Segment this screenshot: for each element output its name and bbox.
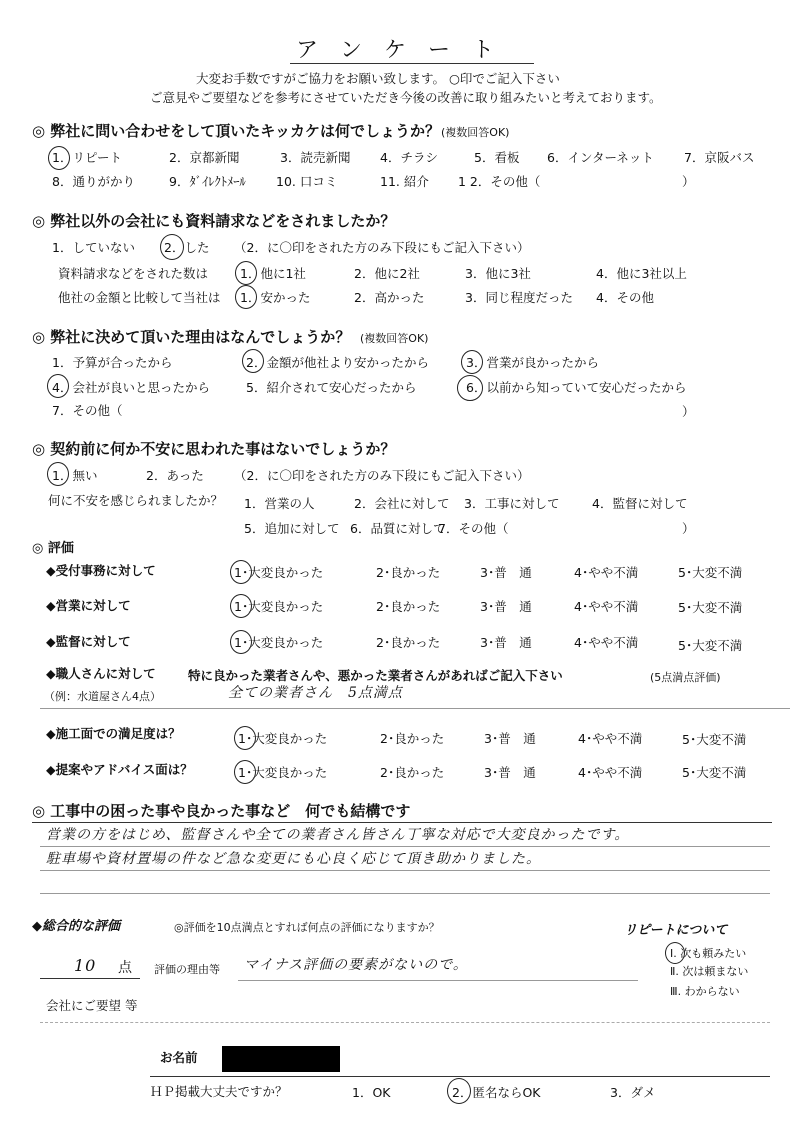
- answer-circle: [235, 261, 257, 285]
- overall-prompt: ◎評価を10点満点とすれば何点の評価になりますか？: [174, 921, 440, 934]
- eval-r4-s2[interactable]: 2･良かった: [380, 731, 445, 746]
- q1-opt-7[interactable]: 7．京阪バス: [684, 150, 755, 165]
- answer-circle: [230, 560, 252, 584]
- answer-circle: [230, 594, 252, 618]
- name-redaction: [222, 1046, 340, 1072]
- overall-heading: ◆総合的な評価: [32, 919, 120, 934]
- q1-opt-8[interactable]: 8．通りがかり: [52, 174, 135, 189]
- hp-opt-1[interactable]: 1．OK: [352, 1085, 391, 1100]
- q1-note: (複数回答OK): [441, 126, 510, 139]
- eval-item-reception: ◆受付事務に対して: [46, 563, 156, 578]
- answer-circle: [47, 374, 69, 398]
- q1-opt-11[interactable]: 11. 紹介: [380, 174, 429, 189]
- q4-sub-opt-2[interactable]: 2．会社に対して: [354, 496, 450, 511]
- eval-r5-s2[interactable]: 2･良かった: [380, 765, 445, 780]
- comments-heading: ◎ 工事中の困った事や良かった事など 何でも結構です: [32, 802, 411, 820]
- q1-opt-10[interactable]: 10. 口コミ: [276, 174, 338, 189]
- q4-heading: ◎ 契約前に何か不安に思われた事はないでしょうか？: [32, 440, 396, 458]
- eval-r5-s5[interactable]: 5･大変不満: [682, 765, 747, 780]
- reason-line: [238, 980, 638, 981]
- answer-circle: [47, 462, 69, 486]
- comment-rule: [40, 846, 770, 847]
- repeat-opt-3[interactable]: Ⅲ. わからない: [670, 985, 740, 998]
- q2-a-opt-3[interactable]: 3．他に3社: [465, 266, 531, 281]
- q4-sub-opt-4[interactable]: 4．監督に対して: [592, 496, 688, 511]
- name-label: お名前: [160, 1050, 198, 1065]
- score-line: [40, 978, 140, 979]
- eval-r3-s1[interactable]: 1･大変良かった: [234, 635, 324, 650]
- q2-a-opt-2[interactable]: 2．他に2社: [354, 266, 420, 281]
- intro-line-1: 大変お手数ですがご協力をお願い致します。 ○印でご記入下さい: [196, 71, 560, 86]
- q2-b-opt-2[interactable]: 2．高かった: [354, 290, 425, 305]
- eval-r5-s1[interactable]: 1･大変良かった: [238, 765, 328, 780]
- q4-sub-opt-7[interactable]: 7．その他（: [438, 521, 509, 536]
- answer-circle: [234, 726, 256, 750]
- answer-circle: [235, 285, 257, 309]
- q4-opt-1[interactable]: 1．無い: [52, 468, 98, 483]
- q1-opt-4[interactable]: 4．チラシ: [380, 150, 438, 165]
- comment-line-2[interactable]: 駐車場や資材置場の件など急な変更にも心良く応じて頂き助かりました。: [46, 851, 541, 867]
- comment-line-1[interactable]: 営業の方をはじめ、監督さんや全ての業者さん皆さん丁寧な対応で大変良かったです。: [46, 827, 630, 843]
- name-line: [150, 1076, 770, 1077]
- q2-label-a: 資料請求などをされた数は: [58, 266, 209, 281]
- eval-r2-s3[interactable]: 3･普 通: [480, 599, 532, 614]
- title-underline: [290, 63, 534, 64]
- q3-opt-6[interactable]: 6．以前から知っていて安心だったから: [466, 380, 687, 395]
- q4-sub-opt-1[interactable]: 1．営業の人: [244, 496, 315, 511]
- answer-circle: [665, 942, 685, 964]
- craft-answer[interactable]: 全ての業者さん 5点満点: [228, 685, 403, 701]
- q1-opt-2[interactable]: 2．京都新聞: [169, 150, 240, 165]
- answer-circle: [234, 760, 256, 784]
- q4-sub-opt-5[interactable]: 5．追加に対して: [244, 521, 340, 536]
- q4-opt-2[interactable]: 2．あった: [146, 468, 204, 483]
- repeat-opt-2[interactable]: Ⅱ. 次は頼まない: [670, 965, 749, 978]
- q1-opt-12[interactable]: 1 2．その他（: [458, 174, 541, 189]
- q2-b-opt-3[interactable]: 3．同じ程度だった: [465, 290, 573, 305]
- eval-r2-s4[interactable]: 4･やや不満: [574, 599, 639, 614]
- eval-item-sales: ◆営業に対して: [46, 598, 131, 613]
- q2-b-opt-1[interactable]: 1．安かった: [240, 290, 311, 305]
- answer-circle: [457, 375, 483, 401]
- eval-item-supervisor: ◆監督に対して: [46, 634, 131, 649]
- eval-r1-s3[interactable]: 3･普 通: [480, 565, 532, 580]
- craft-prompt: 特に良かった業者さんや、悪かった業者さんがあればご記入下さい: [188, 668, 563, 683]
- hp-question: ＨＰ掲載大丈夫ですか？: [150, 1084, 288, 1099]
- reason-text[interactable]: マイナス評価の要素がないので。: [244, 957, 468, 973]
- reason-label: 評価の理由等: [154, 963, 220, 976]
- page-title: ア ン ケ ー ト: [296, 38, 495, 63]
- answer-circle: [48, 146, 70, 170]
- q2-heading: ◎ 弊社以外の会社にも資料請求などをされましたか？: [32, 212, 396, 230]
- eval-r1-s1[interactable]: 1･大変良かった: [234, 565, 324, 580]
- q2-b-opt-4[interactable]: 4．その他: [596, 290, 654, 305]
- eval-r3-s2[interactable]: 2･良かった: [376, 635, 441, 650]
- requests-line: [40, 1022, 770, 1023]
- q4-label: 何に不安を感じられましたか？: [48, 493, 224, 508]
- answer-circle: [160, 234, 184, 260]
- eval-r3-s3[interactable]: 3･普 通: [480, 635, 532, 650]
- overall-unit: 点: [118, 960, 132, 976]
- repeat-heading: リピートについて: [624, 923, 728, 938]
- eval-r1-s4[interactable]: 4･やや不満: [574, 565, 639, 580]
- eval-r2-s5[interactable]: 5･大変不満: [678, 600, 743, 615]
- comment-rule: [40, 870, 770, 871]
- q1-opt-6[interactable]: 6．インターネット: [547, 150, 654, 165]
- eval-r4-s5[interactable]: 5･大変不満: [682, 732, 747, 747]
- q4-note: （2．に〇印をされた方のみ下段にもご記入下さい）: [234, 468, 530, 483]
- q2-a-opt-4[interactable]: 4．他に3社以上: [596, 266, 687, 281]
- q3-note: (複数回答OK): [360, 332, 429, 345]
- q2-a-opt-1[interactable]: 1．他に1社: [240, 266, 306, 281]
- q3-opt-4[interactable]: 4．会社が良いと思ったから: [52, 380, 210, 395]
- comment-rule: [40, 893, 770, 894]
- eval-item-construction: ◆施工面での満足度は？: [46, 726, 181, 741]
- craft-answer-line: [40, 708, 790, 709]
- overall-score[interactable]: 10: [74, 956, 97, 975]
- q1-opt-3[interactable]: 3．読売新聞: [280, 150, 351, 165]
- answer-circle: [242, 349, 264, 373]
- q2-opt-1[interactable]: 1．していない: [52, 240, 135, 255]
- repeat-opt-1[interactable]: Ⅰ. 次も頼みたい: [670, 947, 747, 960]
- eval-r3-s4[interactable]: 4･やや不満: [574, 635, 639, 650]
- eval-r2-s2[interactable]: 2･良かった: [376, 599, 441, 614]
- answer-circle: [230, 630, 252, 654]
- q1-opt-5[interactable]: 5．看板: [474, 150, 520, 165]
- q3-heading: ◎ 弊社に決めて頂いた理由はなんでしょうか？: [32, 328, 351, 346]
- eval-heading: ◎ 評価: [32, 541, 74, 556]
- q2-opt-2[interactable]: 2．した: [164, 240, 210, 255]
- q3-opt-7[interactable]: 7．その他（: [52, 403, 123, 418]
- q3-opt-3[interactable]: 3．営業が良かったから: [466, 355, 599, 370]
- q1-opt-1[interactable]: 1．リピート: [52, 150, 122, 165]
- eval-r4-s4[interactable]: 4･やや不満: [578, 731, 643, 746]
- answer-circle: [447, 1078, 471, 1104]
- eval-item-craftsmen: ◆職人さんに対して: [46, 666, 156, 681]
- eval-r4-s3[interactable]: 3･普 通: [484, 731, 536, 746]
- q3-opt-1[interactable]: 1．予算が合ったから: [52, 355, 173, 370]
- eval-r5-s3[interactable]: 3･普 通: [484, 765, 536, 780]
- hp-opt-2[interactable]: 2．匿名ならOK: [452, 1085, 541, 1100]
- q1-opt-12-close: ）: [682, 174, 695, 189]
- craft-example: （例：水道屋さん4点）: [44, 690, 161, 703]
- comments-heading-line: [32, 822, 772, 823]
- eval-r2-s1[interactable]: 1･大変良かった: [234, 599, 324, 614]
- answer-circle: [461, 350, 483, 374]
- q1-opt-9[interactable]: 9．ﾀﾞｲﾚｸﾄﾒｰﾙ: [169, 174, 246, 189]
- eval-r1-s5[interactable]: 5･大変不満: [678, 565, 743, 580]
- intro-line-2: ご意見やご要望などを参考にさせていただき今後の改善に取り組みたいと考えております。: [150, 90, 662, 105]
- q1-heading: ◎ 弊社に問い合わせをして頂いたキッカケは何でしょうか？: [32, 122, 441, 140]
- q4-sub-opt-3[interactable]: 3．工事に対して: [464, 496, 560, 511]
- q3-opt-2[interactable]: 2．金額が他社より安かったから: [246, 355, 429, 370]
- q2-label-b: 他社の金額と比較して当社は: [58, 290, 221, 305]
- craft-note: (5点満点評価): [650, 671, 721, 684]
- eval-item-advice: ◆提案やアドバイス面は？: [46, 762, 193, 777]
- q2-note: （2．に〇印をされた方のみ下段にもご記入下さい）: [234, 240, 530, 255]
- eval-r5-s4[interactable]: 4･やや不満: [578, 765, 643, 780]
- requests-label: 会社にご要望 等: [46, 998, 138, 1013]
- eval-r4-s1[interactable]: 1･大変良かった: [238, 731, 328, 746]
- q4-sub-opt-6[interactable]: 6．品質に対して: [350, 521, 446, 536]
- q4-sub-opt-7-close: ）: [682, 521, 695, 536]
- hp-opt-3[interactable]: 3．ダメ: [610, 1085, 656, 1100]
- q3-opt-5[interactable]: 5．紹介されて安心だったから: [246, 380, 417, 395]
- eval-r1-s2[interactable]: 2･良かった: [376, 565, 441, 580]
- eval-r3-s5[interactable]: 5･大変不満: [678, 638, 743, 653]
- q3-opt-7-close: ）: [682, 404, 695, 419]
